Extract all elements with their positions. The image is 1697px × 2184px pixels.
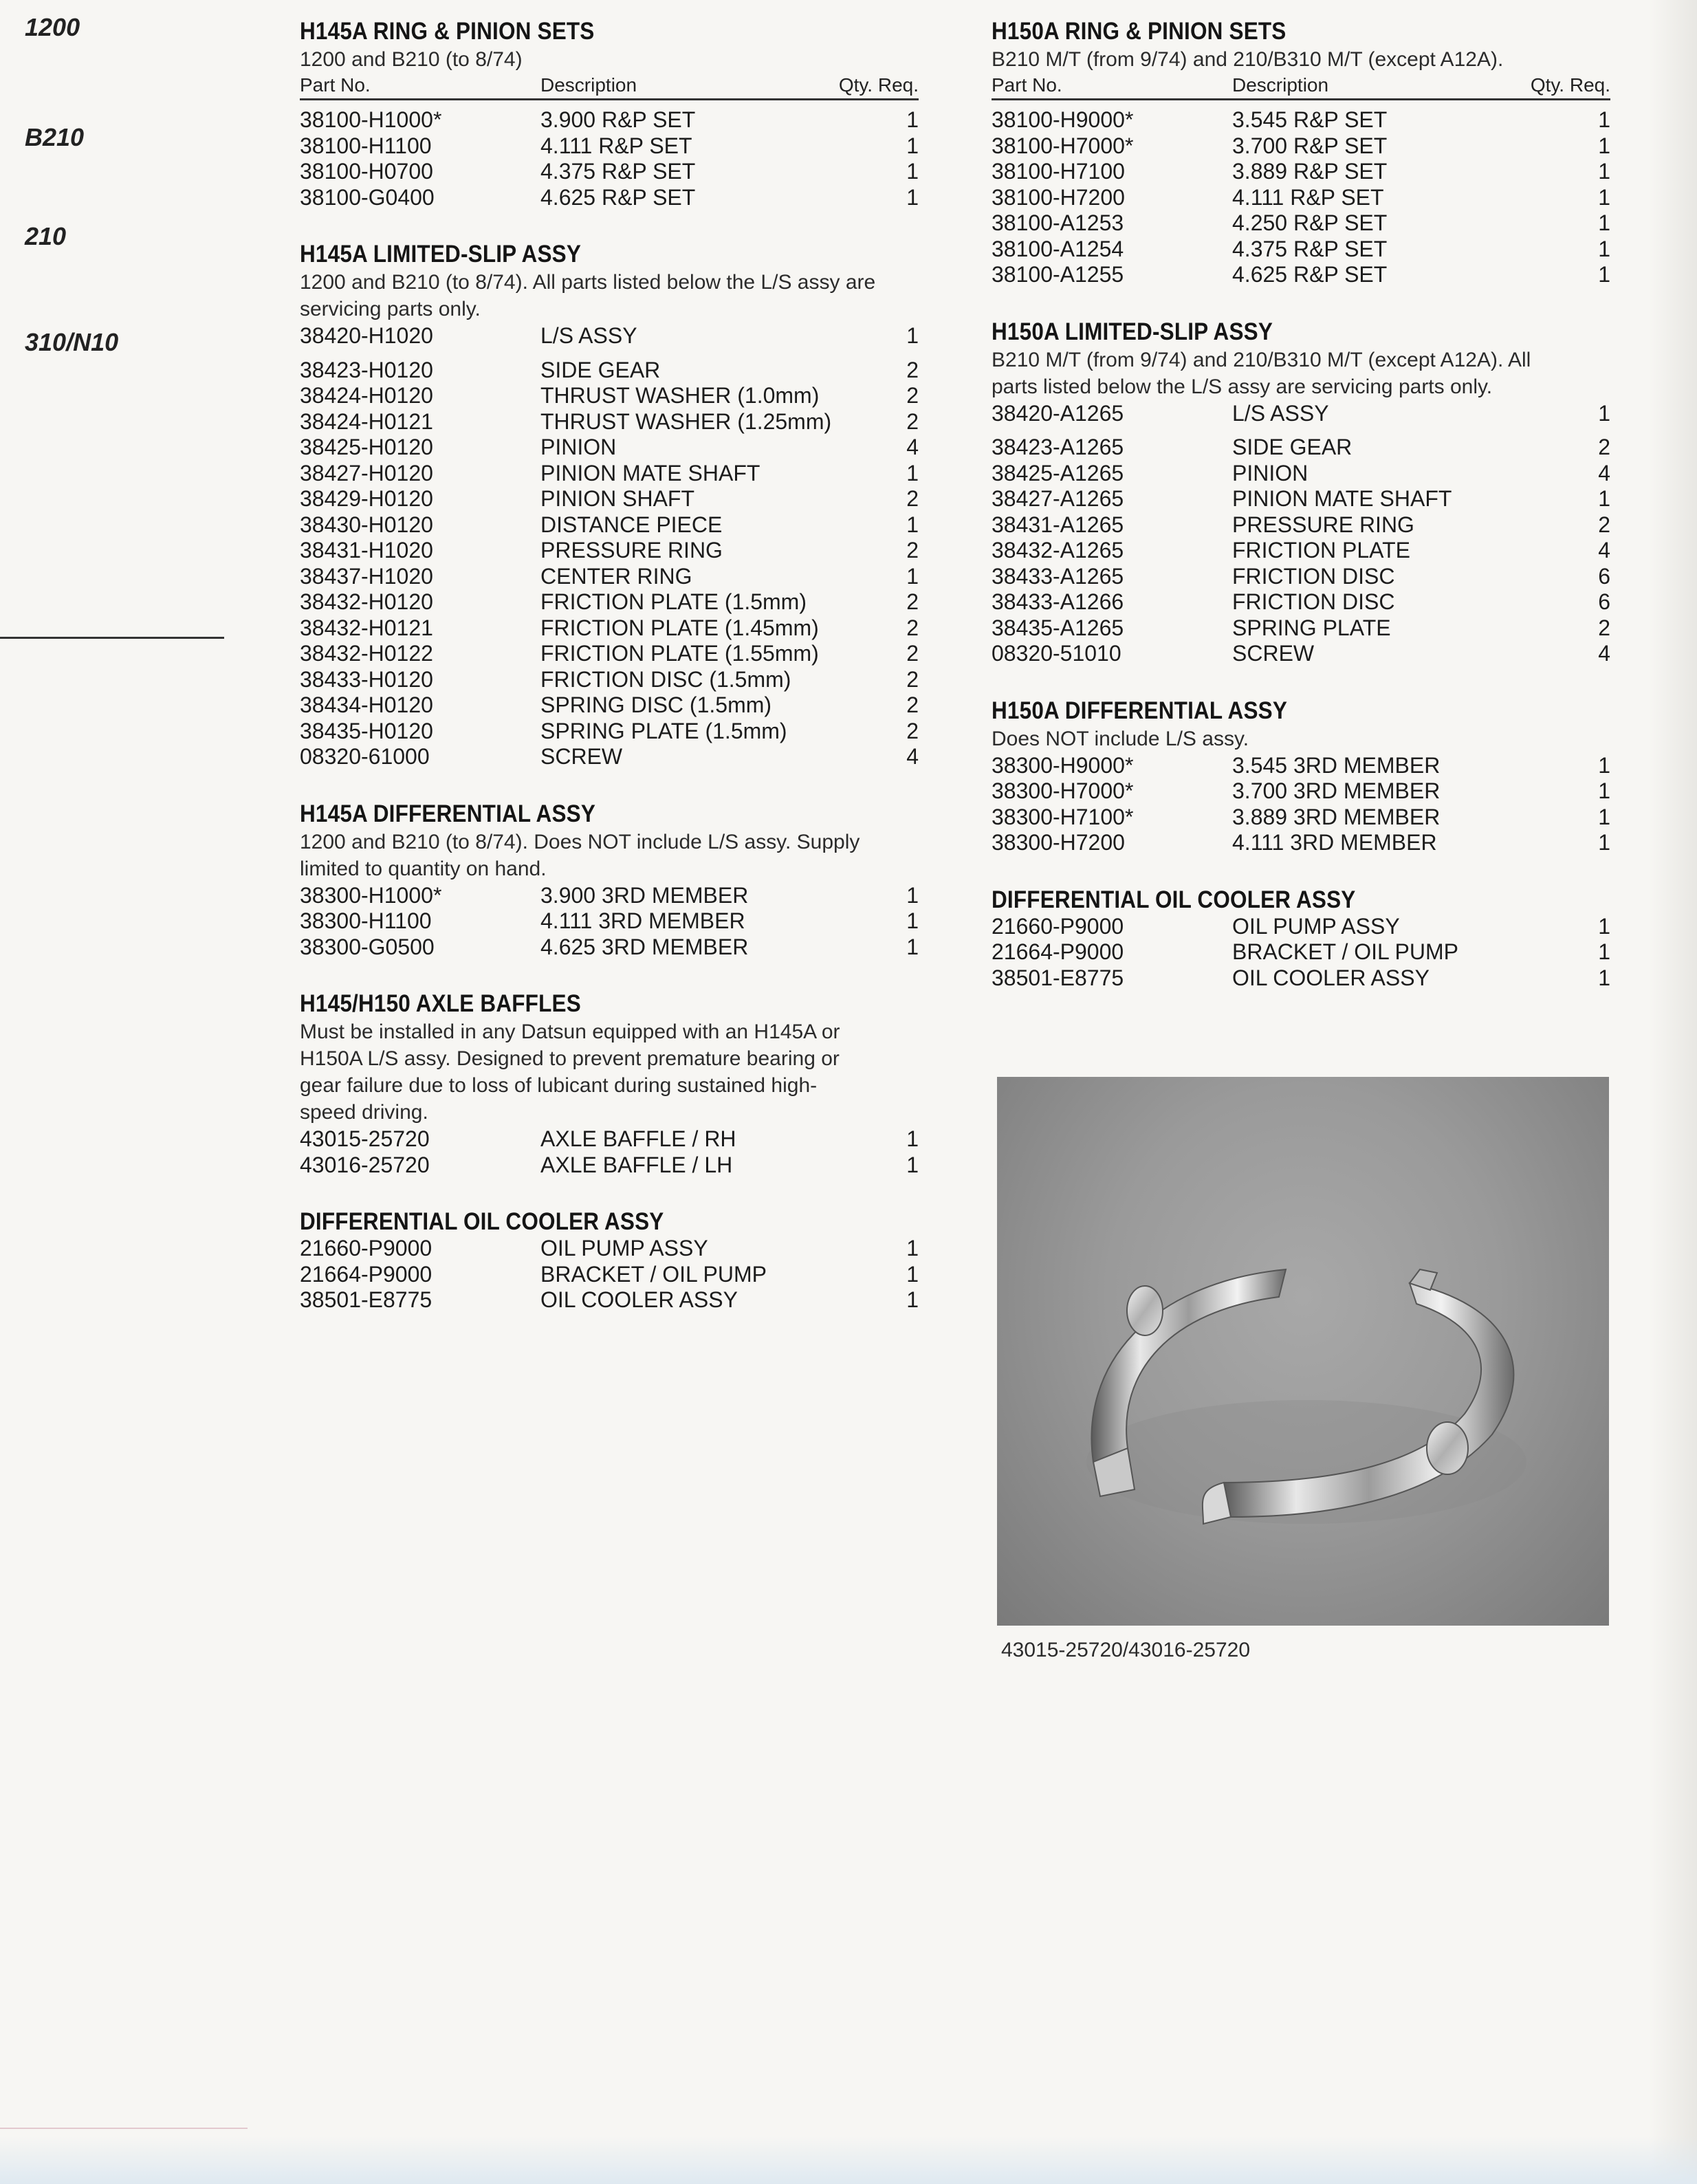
part-number: 38427-H0120 <box>300 460 433 485</box>
part-row <box>300 159 919 185</box>
column-header-part-no: Part No. <box>300 74 371 96</box>
part-number: 38100-G0400 <box>300 184 435 210</box>
quantity-required: 1 <box>1598 486 1610 511</box>
part-number: 38432-A1265 <box>992 538 1124 563</box>
side-label-1200: 1200 <box>25 13 80 41</box>
part-number: 38434-H0120 <box>300 692 433 717</box>
part-row <box>300 935 919 961</box>
part-description: SCREW <box>540 744 623 769</box>
part-row <box>300 323 919 349</box>
part-number: 38433-A1265 <box>992 563 1124 589</box>
quantity-required: 4 <box>1598 460 1610 485</box>
quantity-required: 4 <box>906 435 919 459</box>
part-row <box>300 133 919 160</box>
quantity-required: 1 <box>906 133 919 158</box>
quantity-required: 2 <box>906 641 919 666</box>
part-number: 38501-E8775 <box>300 1287 433 1312</box>
part-description: SIDE GEAR <box>540 357 661 382</box>
quantity-required: 2 <box>906 615 919 640</box>
part-row <box>300 1153 919 1179</box>
part-number: 08320-51010 <box>992 641 1121 666</box>
part-number: 38431-A1265 <box>992 512 1124 537</box>
part-number: 38424-H0120 <box>300 383 433 408</box>
part-description: 4.111 R&P SET <box>1232 184 1384 210</box>
part-row <box>992 615 1610 642</box>
part-number: 38432-H0122 <box>300 641 433 666</box>
quantity-required: 1 <box>1598 400 1610 426</box>
quantity-required: 1 <box>1598 184 1610 210</box>
part-row <box>300 512 919 538</box>
part-row <box>992 512 1610 538</box>
part-row <box>992 538 1610 564</box>
quantity-required: 1 <box>906 460 919 485</box>
quantity-required: 1 <box>1598 107 1610 132</box>
section-h145-h150-axle-baffles <box>300 990 919 1178</box>
part-description: 3.545 3RD MEMBER <box>1232 752 1441 778</box>
part-description: FRICTION PLATE <box>1232 538 1410 563</box>
section-note: B210 M/T (from 9/74) and 210/B310 M/T (except A12A). All <box>992 348 1531 371</box>
part-row <box>300 908 919 935</box>
section-h150a-differential-assy <box>992 697 1610 856</box>
axle-baffle-illustration <box>997 1077 1609 1626</box>
quantity-required: 1 <box>906 934 919 959</box>
part-description: OIL PUMP ASSY <box>540 1236 708 1260</box>
part-row <box>992 107 1610 133</box>
part-description: L/S ASSY <box>540 323 637 348</box>
section-note: gear failure due to loss of lubicant during sustained high- <box>300 1074 818 1097</box>
section-note: parts listed below the L/S assy are servicing parts only. <box>992 375 1493 398</box>
part-number: 38300-H1100 <box>300 908 432 933</box>
section-h145a-limited-slip-assy <box>300 241 919 770</box>
quantity-required: 2 <box>1598 512 1610 537</box>
part-row <box>300 358 919 384</box>
quantity-required: 2 <box>906 666 919 692</box>
part-description: DISTANCE PIECE <box>540 512 723 537</box>
quantity-required: 1 <box>1598 804 1610 829</box>
part-row <box>300 1236 919 1262</box>
part-number: 38430-H0120 <box>300 512 433 537</box>
column-header-row <box>992 74 1610 100</box>
part-description: 4.625 3RD MEMBER <box>540 934 749 959</box>
part-row <box>992 914 1610 940</box>
quantity-required: 1 <box>906 1261 919 1287</box>
part-row <box>992 965 1610 992</box>
part-description: SPRING DISC (1.5mm) <box>540 692 772 717</box>
side-label-310-n10: 310/N10 <box>25 328 119 356</box>
part-description: PINION MATE SHAFT <box>1232 486 1452 511</box>
part-description: OIL PUMP ASSY <box>1232 913 1400 939</box>
part-row <box>300 883 919 909</box>
quantity-required: 2 <box>906 486 919 511</box>
part-number: 38300-H7100* <box>992 804 1134 829</box>
quantity-required: 1 <box>1598 939 1610 964</box>
part-description: 4.625 R&P SET <box>1232 262 1388 287</box>
section-title: H150A LIMITED-SLIP ASSY <box>992 318 1273 345</box>
part-number: 38100-H1100 <box>300 133 432 158</box>
section-note: 1200 and B210 (to 8/74). All parts listed below the L/S assy are <box>300 271 876 294</box>
side-divider <box>0 637 224 639</box>
quantity-required: 1 <box>1598 965 1610 990</box>
part-description: SCREW <box>1232 641 1315 666</box>
part-row <box>992 589 1610 615</box>
part-description: CENTER RING <box>540 563 692 589</box>
part-number: 38432-H0121 <box>300 615 433 640</box>
part-number: 21660-P9000 <box>300 1236 433 1260</box>
part-row <box>992 185 1610 211</box>
quantity-required: 4 <box>906 744 919 769</box>
part-number: 38100-H7000* <box>992 133 1134 158</box>
part-number: 38423-A1265 <box>992 435 1124 459</box>
column-header-description: Description <box>540 74 637 96</box>
quantity-required: 2 <box>906 718 919 743</box>
quantity-required: 1 <box>1598 236 1610 261</box>
section-title: H145A LIMITED-SLIP ASSY <box>300 241 582 267</box>
part-row <box>992 486 1610 512</box>
part-number: 38424-H0121 <box>300 408 433 434</box>
section-differential-oil-cooler-assy <box>300 1208 919 1313</box>
quantity-required: 1 <box>906 184 919 210</box>
part-number: 38427-A1265 <box>992 486 1124 511</box>
part-row <box>992 641 1610 667</box>
quantity-required: 2 <box>906 383 919 408</box>
part-number: 38437-H1020 <box>300 563 433 589</box>
part-number: 38300-H1000* <box>300 882 442 908</box>
part-number: 38100-A1253 <box>992 210 1124 235</box>
part-description: PINION <box>1232 460 1309 485</box>
part-description: 3.700 R&P SET <box>1232 133 1388 158</box>
section-note: Must be installed in any Datsun equipped with an H145A or <box>300 1020 840 1043</box>
part-description: 4.111 3RD MEMBER <box>1232 830 1437 855</box>
part-description: 4.375 R&P SET <box>1232 236 1388 261</box>
part-number: 38425-H0120 <box>300 435 433 459</box>
part-number: 21664-P9000 <box>300 1261 433 1287</box>
photo-caption: 43015-25720/43016-25720 <box>1001 1639 1251 1661</box>
side-label-b210: B210 <box>25 123 85 151</box>
part-row <box>992 753 1610 779</box>
column-header-qty: Qty. Req. <box>838 74 919 96</box>
section-h150a-limited-slip-assy <box>992 318 1610 667</box>
quantity-required: 1 <box>906 563 919 589</box>
side-label-210: 210 <box>25 222 67 250</box>
column-header-row <box>300 74 919 100</box>
part-description: 3.889 3RD MEMBER <box>1232 804 1441 829</box>
part-description: 4.111 R&P SET <box>540 133 692 158</box>
quantity-required: 1 <box>1598 778 1610 803</box>
quantity-required: 1 <box>1598 133 1610 158</box>
part-row <box>992 830 1610 856</box>
section-title: H145A RING & PINION SETS <box>300 18 595 45</box>
part-description: PINION MATE SHAFT <box>540 460 760 485</box>
axle-baffle-photo <box>997 1077 1609 1626</box>
quantity-required: 2 <box>906 357 919 382</box>
part-row <box>992 564 1610 590</box>
part-description: 4.625 R&P SET <box>540 184 696 210</box>
part-row <box>300 538 919 564</box>
part-number: 38435-A1265 <box>992 615 1124 640</box>
quantity-required: 1 <box>1598 159 1610 184</box>
part-row <box>300 1126 919 1153</box>
part-number: 38425-A1265 <box>992 460 1124 485</box>
part-description: 3.545 R&P SET <box>1232 107 1388 132</box>
part-number: 43016-25720 <box>300 1152 430 1177</box>
part-number: 38300-H9000* <box>992 752 1134 778</box>
section-title: H145/H150 AXLE BAFFLES <box>300 990 581 1017</box>
section-note: 1200 and B210 (to 8/74). Does NOT include L/S assy. Supply <box>300 830 860 853</box>
part-description: FRICTION PLATE (1.45mm) <box>540 615 819 640</box>
part-description: THRUST WASHER (1.25mm) <box>540 408 832 434</box>
part-row <box>300 667 919 693</box>
quantity-required: 2 <box>1598 615 1610 640</box>
section-title: DIFFERENTIAL OIL COOLER ASSY <box>992 886 1356 913</box>
part-number: 38300-H7000* <box>992 778 1134 803</box>
part-row <box>992 939 1610 965</box>
section-note: speed driving. <box>300 1101 428 1124</box>
part-description: 4.250 R&P SET <box>1232 210 1388 235</box>
part-description: FRICTION DISC <box>1232 589 1395 614</box>
part-row <box>300 461 919 487</box>
quantity-required: 1 <box>906 159 919 184</box>
part-description: AXLE BAFFLE / RH <box>540 1126 736 1151</box>
page-edge-shadow <box>1649 0 1697 2184</box>
bottom-rule <box>0 2128 248 2129</box>
part-description: BRACKET / OIL PUMP <box>540 1261 767 1287</box>
section-title: H150A RING & PINION SETS <box>992 18 1287 45</box>
section-note: servicing parts only. <box>300 298 481 320</box>
column-header-part-no: Part No. <box>992 74 1062 96</box>
part-number: 38100-H9000* <box>992 107 1134 132</box>
part-row <box>992 435 1610 461</box>
part-row <box>300 486 919 512</box>
quantity-required: 2 <box>906 408 919 434</box>
quantity-required: 1 <box>1598 913 1610 939</box>
section-title: H145A DIFFERENTIAL ASSY <box>300 800 596 827</box>
part-row <box>992 159 1610 185</box>
part-row <box>300 107 919 133</box>
part-row <box>300 383 919 409</box>
quantity-required: 1 <box>1598 210 1610 235</box>
part-description: 3.889 R&P SET <box>1232 159 1388 184</box>
part-number: 38100-H0700 <box>300 159 433 184</box>
section-title: H150A DIFFERENTIAL ASSY <box>992 697 1288 724</box>
quantity-required: 1 <box>906 882 919 908</box>
part-description: FRICTION DISC (1.5mm) <box>540 666 791 692</box>
part-description: PINION <box>540 435 617 459</box>
section-h145a-ring-pinion-sets <box>300 18 919 210</box>
quantity-required: 1 <box>906 512 919 537</box>
quantity-required: 6 <box>1598 563 1610 589</box>
section-note: 1200 and B210 (to 8/74) <box>300 48 523 71</box>
section-h150a-ring-pinion-sets <box>992 18 1610 288</box>
part-description: THRUST WASHER (1.0mm) <box>540 383 820 408</box>
part-number: 38100-H7100 <box>992 159 1125 184</box>
quantity-required: 1 <box>1598 830 1610 855</box>
part-description: FRICTION PLATE (1.55mm) <box>540 641 819 666</box>
part-number: 38420-A1265 <box>992 400 1124 426</box>
column-header-description: Description <box>1232 74 1329 96</box>
part-row <box>992 778 1610 805</box>
quantity-required: 1 <box>906 1152 919 1177</box>
part-number: 38435-H0120 <box>300 718 433 743</box>
part-number: 38501-E8775 <box>992 965 1124 990</box>
part-description: AXLE BAFFLE / LH <box>540 1152 733 1177</box>
section-note: Does NOT include L/S assy. <box>992 727 1249 750</box>
part-number: 43015-25720 <box>300 1126 430 1151</box>
part-number: 38432-H0120 <box>300 589 433 614</box>
part-number: 38100-H7200 <box>992 184 1125 210</box>
part-description: 4.375 R&P SET <box>540 159 696 184</box>
part-description: PINION SHAFT <box>540 486 695 511</box>
part-number: 38420-H1020 <box>300 323 433 348</box>
quantity-required: 1 <box>1598 262 1610 287</box>
part-row <box>300 564 919 590</box>
part-description: PRESSURE RING <box>1232 512 1414 537</box>
part-number: 38433-A1266 <box>992 589 1124 614</box>
part-description: 3.900 3RD MEMBER <box>540 882 749 908</box>
section-note: H150A L/S assy. Designed to prevent premature bearing or <box>300 1047 840 1070</box>
left-column <box>300 18 919 1344</box>
part-description: 3.700 3RD MEMBER <box>1232 778 1441 803</box>
quantity-required: 1 <box>906 1287 919 1312</box>
part-description: FRICTION PLATE (1.5mm) <box>540 589 807 614</box>
quantity-required: 1 <box>906 908 919 933</box>
part-row <box>992 461 1610 487</box>
part-row <box>300 435 919 461</box>
section-differential-oil-cooler-assy <box>992 886 1610 992</box>
section-note: B210 M/T (from 9/74) and 210/B310 M/T (except A12A). <box>992 48 1504 71</box>
quantity-required: 1 <box>906 323 919 348</box>
part-row <box>300 1262 919 1288</box>
part-number: 38429-H0120 <box>300 486 433 511</box>
part-number: 21664-P9000 <box>992 939 1124 964</box>
quantity-required: 4 <box>1598 538 1610 563</box>
quantity-required: 6 <box>1598 589 1610 614</box>
part-number: 38433-H0120 <box>300 666 433 692</box>
quantity-required: 2 <box>906 538 919 563</box>
part-row <box>300 719 919 745</box>
part-row <box>300 641 919 667</box>
part-row <box>992 805 1610 831</box>
section-h145a-differential-assy <box>300 800 919 961</box>
quantity-required: 1 <box>906 1236 919 1260</box>
part-row <box>300 589 919 615</box>
quantity-required: 2 <box>1598 435 1610 459</box>
part-number: 38100-A1254 <box>992 236 1124 261</box>
section-title: DIFFERENTIAL OIL COOLER ASSY <box>300 1208 664 1235</box>
section-note: limited to quantity on hand. <box>300 857 547 880</box>
part-description: PRESSURE RING <box>540 538 723 563</box>
part-row <box>992 210 1610 237</box>
part-number: 08320-61000 <box>300 744 430 769</box>
part-description: BRACKET / OIL PUMP <box>1232 939 1458 964</box>
part-description: OIL COOLER ASSY <box>1232 965 1430 990</box>
part-row <box>300 615 919 642</box>
quantity-required: 4 <box>1598 641 1610 666</box>
part-description: SIDE GEAR <box>1232 435 1353 459</box>
right-column <box>992 18 1610 1021</box>
part-number: 38100-H1000* <box>300 107 442 132</box>
part-description: SPRING PLATE (1.5mm) <box>540 718 787 743</box>
quantity-required: 1 <box>906 1126 919 1151</box>
quantity-required: 1 <box>1598 752 1610 778</box>
part-row <box>300 692 919 719</box>
part-number: 38100-A1255 <box>992 262 1124 287</box>
part-number: 38300-H7200 <box>992 830 1125 855</box>
part-row <box>300 409 919 435</box>
page-bottom-tint <box>0 2136 1697 2184</box>
part-row <box>300 744 919 770</box>
part-number: 21660-P9000 <box>992 913 1124 939</box>
part-description: L/S ASSY <box>1232 400 1329 426</box>
quantity-required: 1 <box>906 107 919 132</box>
part-description: 3.900 R&P SET <box>540 107 696 132</box>
part-row <box>992 237 1610 263</box>
part-row <box>300 185 919 211</box>
column-header-qty: Qty. Req. <box>1530 74 1610 96</box>
part-description: 4.111 3RD MEMBER <box>540 908 745 933</box>
part-number: 38423-H0120 <box>300 357 433 382</box>
quantity-required: 2 <box>906 589 919 614</box>
part-number: 38300-G0500 <box>300 934 435 959</box>
part-description: OIL COOLER ASSY <box>540 1287 738 1312</box>
quantity-required: 2 <box>906 692 919 717</box>
part-row <box>992 262 1610 288</box>
part-row <box>300 1287 919 1313</box>
part-number: 38431-H1020 <box>300 538 433 563</box>
part-description: SPRING PLATE <box>1232 615 1391 640</box>
part-row <box>992 401 1610 427</box>
part-row <box>992 133 1610 160</box>
part-description: FRICTION DISC <box>1232 563 1395 589</box>
